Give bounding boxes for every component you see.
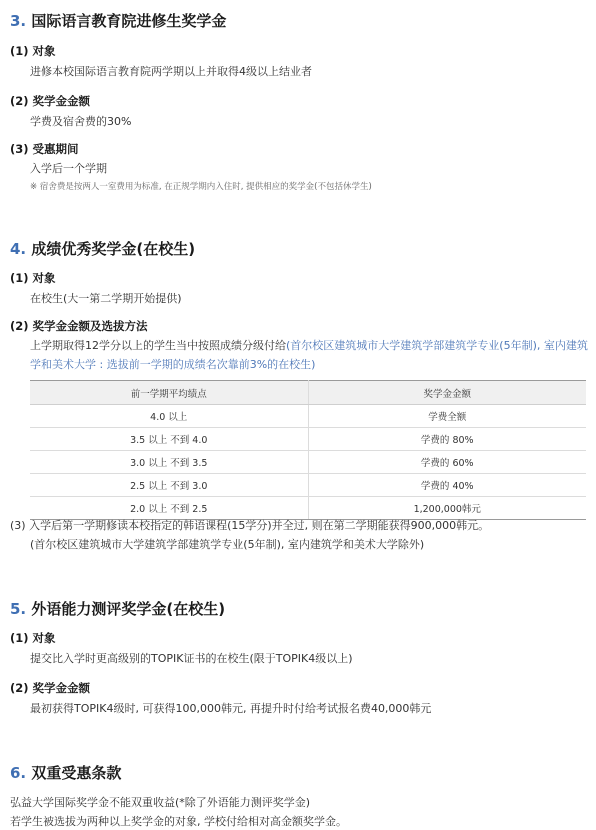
table-cell-gpa: 4.0 以上 (30, 405, 308, 428)
section-6-heading (10, 762, 121, 783)
s5-amount-heading: (2) 奖学金金额 (10, 681, 91, 695)
section-5-heading (10, 598, 225, 619)
s4-amount-note-2: 学和美术大学 : 选拔前一学期的成绩名次靠前3%的在校生) (30, 358, 316, 371)
s3-period-note: ※ 宿舍费是按两人一室费用为标准, 在正规学期内入住时, 提供相应的奖学金(不包括休学生) (30, 182, 372, 192)
section-3-number: 3. (10, 12, 27, 30)
scholarship-grade-table (30, 380, 586, 520)
section-4-title: 成绩优秀奖学金(在校生) (31, 240, 196, 258)
section-3-heading (10, 10, 226, 31)
table-cell-amount: 学费的 60% (308, 451, 586, 474)
s6-line-2: 若学生被选拔为两种以上奖学金的对象, 学校付给相对高金额奖学金。 (10, 815, 347, 828)
s4-item-3-line-2: (首尔校区建筑城市大学建筑学部建筑学专业(5年制), 室内建筑学和美术大学除外) (30, 538, 425, 551)
section-4-heading (10, 238, 195, 259)
section-6-number: 6. (10, 764, 27, 782)
s6-line-1: 弘益大学国际奖学金不能双重收益(*除了外语能力测评奖学金) (10, 796, 311, 809)
table-row (30, 405, 586, 428)
table-header-row (30, 381, 586, 405)
table-cell-amount: 1,200,000韩元 (308, 497, 586, 520)
s4-amount-text: 上学期取得12学分以上的学生当中按照成绩分级付给 (30, 339, 286, 352)
table-cell-gpa: 2.0 以上 不到 2.5 (30, 497, 308, 520)
table-cell-gpa: 2.5 以上 不到 3.0 (30, 474, 308, 497)
table-header-amount: 奖学金金额 (308, 381, 586, 405)
section-6-title: 双重受惠条款 (31, 764, 122, 782)
s4-item-3-line-1: (3) 入学后第一学期修读本校指定的韩语课程(15学分)并全过, 则在第二学期能获得900,000韩元。 (10, 519, 490, 532)
table-cell-amount: 学费全额 (308, 405, 586, 428)
s5-amount-text: 最初获得TOPIK4级时, 可获得100,000韩元, 再提升时付给考试报名费40,000韩元 (30, 702, 432, 715)
s3-target-text: 进修本校国际语言教育院两学期以上并取得4级以上结业者 (30, 65, 312, 78)
s5-target-text: 提交比入学时更高级别的TOPIK证书的在校生(限于TOPIK4级以上) (30, 652, 353, 665)
s4-amount-heading: (2) 奖学金金额及选拔方法 (10, 319, 148, 333)
table-row (30, 428, 586, 451)
table-header-gpa: 前一学期平均绩点 (30, 381, 308, 405)
table-row (30, 451, 586, 474)
s3-target-heading: (1) 对象 (10, 44, 56, 58)
s4-target-heading: (1) 对象 (10, 271, 56, 285)
table-row (30, 474, 586, 497)
s3-amount-heading: (2) 奖学金金额 (10, 94, 91, 108)
section-5-title: 外语能力测评奖学金(在校生) (31, 600, 226, 618)
s3-amount-text: 学费及宿舍费的30% (30, 115, 132, 128)
section-3-title: 国际语言教育院进修生奖学金 (31, 12, 227, 30)
s3-period-heading: (3) 受惠期间 (10, 142, 79, 156)
section-5-number: 5. (10, 600, 27, 618)
section-4-number: 4. (10, 240, 27, 258)
table-cell-amount: 学费的 80% (308, 428, 586, 451)
table-cell-gpa: 3.0 以上 不到 3.5 (30, 451, 308, 474)
s4-amount-line-1 (30, 337, 588, 353)
s4-target-text: 在校生(大一第二学期开始提供) (30, 292, 182, 305)
table-cell-gpa: 3.5 以上 不到 4.0 (30, 428, 308, 451)
table-cell-amount: 学费的 40% (308, 474, 586, 497)
s3-period-text: 入学后一个学期 (30, 162, 107, 175)
s5-target-heading: (1) 对象 (10, 631, 56, 645)
s4-amount-note-1: (首尔校区建筑城市大学建筑学部建筑学专业(5年制), 室内建筑 (286, 339, 588, 352)
